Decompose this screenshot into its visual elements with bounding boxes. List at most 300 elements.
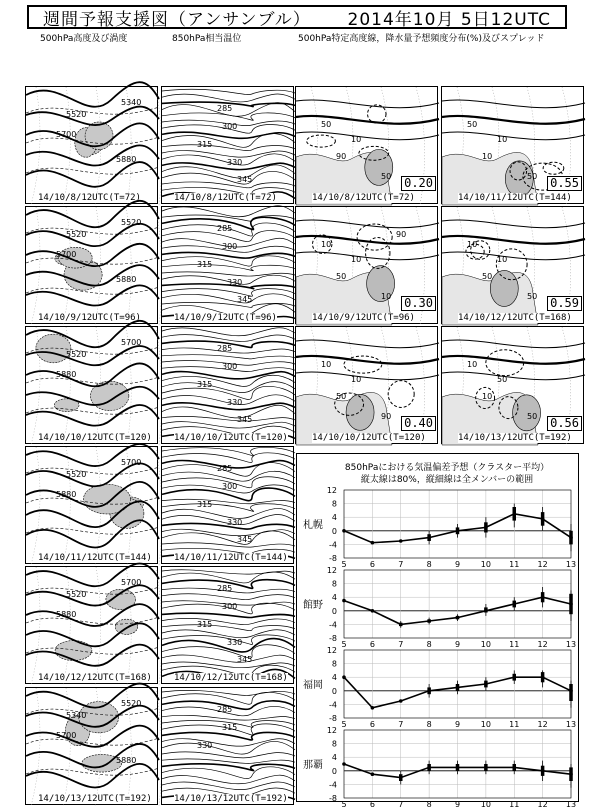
station-chart xyxy=(303,566,576,649)
x-tick-label: 12 xyxy=(537,720,548,729)
station-chart xyxy=(303,486,576,569)
theta-contour xyxy=(162,182,295,188)
theta850-map-svg xyxy=(162,688,295,806)
theta-label: 330 xyxy=(227,278,243,287)
vorticity-contour xyxy=(26,377,159,384)
theta850-map-panel xyxy=(161,446,294,564)
theta-contour xyxy=(162,294,295,303)
cluster-mean-point xyxy=(484,609,488,613)
precip-map-panel xyxy=(295,326,438,444)
frequency-label: 10 xyxy=(467,360,478,369)
z500-map-caption: 14/10/12/12UTC(T=168) xyxy=(38,673,152,683)
cluster-mean-point xyxy=(371,541,375,545)
height-label: 5880 xyxy=(56,490,77,499)
theta-label: 315 xyxy=(197,140,213,149)
cluster-mean-point xyxy=(484,682,488,686)
graticule-line xyxy=(63,567,70,685)
header-precip: 500hPa特定高度線，降水量予想頻度分布(%)及びスプレッド xyxy=(298,34,545,44)
precip-map-panel xyxy=(441,326,584,444)
cluster-mean-point xyxy=(342,762,346,766)
cluster-mean-point xyxy=(484,766,488,770)
height-label: 5700 xyxy=(121,578,142,587)
cluster-mean-point xyxy=(342,599,346,603)
theta-contour xyxy=(162,375,295,386)
specific-height-line xyxy=(296,252,439,260)
x-tick-label: 8 xyxy=(426,560,432,569)
spread-value: 0.40 xyxy=(401,416,436,431)
x-tick-label: 13 xyxy=(565,800,577,808)
z500-map-panel xyxy=(25,206,158,324)
x-tick-label: 5 xyxy=(341,800,347,808)
theta-contour xyxy=(162,256,295,266)
chart-title: 850hPaにおける気温偏差予想（クラスター平均） xyxy=(344,463,550,473)
theta-label: 285 xyxy=(217,705,233,714)
graticule-line xyxy=(31,447,40,565)
theta-label: 300 xyxy=(222,362,238,371)
y-tick-label: -8 xyxy=(329,634,337,643)
theta-contour xyxy=(162,692,295,704)
x-tick-label: 11 xyxy=(509,720,520,729)
precip-frequency-contour xyxy=(543,162,564,174)
specific-height-line xyxy=(296,340,439,348)
precip-frequency-contour xyxy=(388,381,414,408)
specific-height-line xyxy=(442,236,585,244)
height-label: 5700 xyxy=(56,130,77,139)
theta-contour xyxy=(162,504,295,512)
x-tick-label: 13 xyxy=(565,720,577,729)
frequency-label: 10 xyxy=(467,240,478,249)
theta-map-caption: 14/10/13/12UTC(T=192) xyxy=(174,794,288,804)
y-tick-label: 8 xyxy=(331,579,337,589)
z500-map-svg xyxy=(26,327,159,445)
theta-contour xyxy=(162,355,295,359)
height-label: 5520 xyxy=(66,350,87,359)
z500-map-panel xyxy=(25,687,158,805)
spread-value: 0.59 xyxy=(547,296,582,311)
cluster-mean-point xyxy=(399,623,403,627)
x-tick-label: 9 xyxy=(454,560,461,569)
theta-label: 300 xyxy=(222,242,238,251)
page-title xyxy=(27,5,567,29)
precip-map-caption: 14/10/8/12UTC(T=72) xyxy=(312,193,415,203)
precip-map-caption: 14/10/9/12UTC(T=96) xyxy=(312,313,415,323)
cluster-mean-point xyxy=(541,769,545,773)
station-name: 那覇 xyxy=(303,760,323,771)
x-tick-label: 8 xyxy=(426,800,432,808)
theta850-map-panel xyxy=(161,86,294,204)
cluster-mean-point xyxy=(512,766,516,770)
cluster-mean-point xyxy=(569,689,573,693)
theta850-map-svg xyxy=(162,567,295,685)
frequency-label: 10 xyxy=(497,135,508,144)
y-tick-label: 12 xyxy=(326,566,337,575)
z500-map-panel xyxy=(25,86,158,204)
graticule-line xyxy=(63,447,70,565)
theta-contour xyxy=(162,113,295,121)
precip-frequency-contour xyxy=(368,105,386,123)
specific-height-line xyxy=(442,252,585,260)
theta-label: 300 xyxy=(222,602,238,611)
specific-height-line xyxy=(296,116,439,124)
z500-map-caption: 14/10/13/12UTC(T=192) xyxy=(38,794,152,804)
cluster-mean-point xyxy=(427,536,431,540)
theta-contour xyxy=(162,132,295,138)
vorticity-area xyxy=(115,619,137,634)
cluster-mean-point xyxy=(427,766,431,770)
precip-frequency-area xyxy=(346,394,374,430)
y-tick-label: -4 xyxy=(329,700,337,710)
x-tick-label: 10 xyxy=(480,560,491,569)
theta-contour xyxy=(162,335,295,342)
height-label: 5520 xyxy=(121,218,142,227)
height-label: 5880 xyxy=(56,610,77,619)
height-contour xyxy=(26,645,159,666)
cluster-mean-point xyxy=(456,686,460,690)
temperature-chart-svg xyxy=(297,454,580,808)
frequency-label: 10 xyxy=(482,152,493,161)
theta-label: 285 xyxy=(217,344,233,353)
cluster-mean-point xyxy=(541,595,545,599)
graticule-line xyxy=(31,87,40,205)
cluster-mean-point xyxy=(342,529,346,533)
specific-height-line xyxy=(442,340,585,348)
z500-map-svg xyxy=(26,447,159,565)
theta-label: 330 xyxy=(227,398,243,407)
theta-label: 315 xyxy=(197,500,213,509)
cluster-mean-point xyxy=(512,675,516,679)
header-z500: 500hPa高度及び渦度 xyxy=(40,34,128,44)
cluster-mean-point xyxy=(399,539,403,543)
height-contour xyxy=(26,520,159,547)
x-tick-label: 13 xyxy=(565,560,577,569)
x-tick-label: 9 xyxy=(454,800,461,808)
x-tick-label: 8 xyxy=(426,720,432,729)
frequency-label: 90 xyxy=(381,412,392,421)
specific-height-line xyxy=(442,132,585,140)
z500-map-svg xyxy=(26,688,159,806)
specific-height-line xyxy=(442,100,585,108)
theta-contour xyxy=(162,752,295,758)
graticule-line xyxy=(31,688,40,806)
frequency-label: 50 xyxy=(321,120,332,129)
theta-contour xyxy=(162,508,295,518)
cluster-mean-point xyxy=(371,609,375,613)
precip-frequency-area xyxy=(490,270,518,306)
z500-map-caption: 14/10/11/12UTC(T=144) xyxy=(38,553,152,563)
x-tick-label: 12 xyxy=(537,800,548,808)
height-label: 5880 xyxy=(56,370,77,379)
y-tick-label: -8 xyxy=(329,794,337,803)
theta-label: 300 xyxy=(222,122,238,131)
theta-contour xyxy=(162,739,295,746)
height-label: 5880 xyxy=(116,756,137,765)
theta-contour xyxy=(162,302,295,307)
x-tick-label: 12 xyxy=(537,560,548,569)
theta-label: 345 xyxy=(237,535,253,544)
height-label: 5520 xyxy=(66,110,87,119)
theta-map-caption: 14/10/12/12UTC(T=168) xyxy=(174,673,288,683)
height-contour xyxy=(26,107,159,126)
cluster-mean-point xyxy=(569,602,573,606)
cluster-mean-point xyxy=(541,517,545,521)
y-tick-label: 12 xyxy=(326,646,337,655)
theta-contour xyxy=(162,89,295,94)
x-tick-label: 6 xyxy=(369,640,375,649)
cluster-mean-point xyxy=(512,512,516,516)
cluster-mean-point xyxy=(427,619,431,623)
station-chart xyxy=(303,646,576,729)
z500-map-panel xyxy=(25,446,158,564)
theta-label: 285 xyxy=(217,104,233,113)
x-tick-label: 7 xyxy=(398,720,404,729)
theta-label: 315 xyxy=(197,260,213,269)
theta-contour xyxy=(162,715,295,720)
theta-label: 285 xyxy=(217,224,233,233)
height-label: 5340 xyxy=(121,98,142,107)
theta-contour xyxy=(162,759,295,764)
height-label: 5700 xyxy=(121,458,142,467)
height-label: 5340 xyxy=(66,711,87,720)
height-label: 5700 xyxy=(56,731,77,740)
vorticity-contour xyxy=(26,407,159,414)
z500-map-svg xyxy=(26,567,159,685)
specific-height-line xyxy=(296,132,439,140)
theta850-map-panel xyxy=(161,566,294,684)
theta-map-caption: 14/10/9/12UTC(T=96) xyxy=(174,313,277,323)
x-tick-label: 6 xyxy=(369,720,375,729)
frequency-label: 10 xyxy=(351,375,362,384)
theta850-map-svg xyxy=(162,207,295,325)
cluster-mean-point xyxy=(399,699,403,703)
cluster-mean-point xyxy=(512,602,516,606)
theta850-map-panel xyxy=(161,326,294,444)
height-label: 5520 xyxy=(66,230,87,239)
y-tick-label: 8 xyxy=(331,499,337,509)
vorticity-contour xyxy=(26,647,159,654)
y-tick-label: 8 xyxy=(331,659,337,669)
cluster-mean-point xyxy=(427,689,431,693)
theta-contour xyxy=(162,447,295,456)
theta-contour xyxy=(162,655,295,662)
precip-map-panel xyxy=(295,206,438,324)
frequency-label: 50 xyxy=(336,392,347,401)
specific-height-line xyxy=(442,116,585,124)
x-tick-label: 11 xyxy=(509,640,520,649)
x-tick-label: 11 xyxy=(509,560,520,569)
theta-label: 345 xyxy=(237,415,253,424)
graticule-line xyxy=(63,688,70,806)
y-tick-label: 12 xyxy=(326,726,337,735)
precip-map-caption: 14/10/13/12UTC(T=192) xyxy=(458,433,572,443)
theta-label: 285 xyxy=(217,464,233,473)
frequency-label: 10 xyxy=(381,292,392,301)
x-tick-label: 10 xyxy=(480,720,491,729)
y-tick-label: -8 xyxy=(329,714,337,723)
theta-map-caption: 14/10/11/12UTC(T=144) xyxy=(174,553,288,563)
cluster-mean-point xyxy=(569,772,573,776)
specific-height-line xyxy=(296,100,439,108)
spread-value: 0.30 xyxy=(401,296,436,311)
height-label: 5520 xyxy=(66,470,87,479)
theta-label: 345 xyxy=(237,295,253,304)
frequency-label: 50 xyxy=(497,375,508,384)
x-tick-label: 10 xyxy=(480,640,491,649)
specific-height-line xyxy=(296,356,439,364)
y-tick-label: 8 xyxy=(331,739,337,749)
theta-label: 330 xyxy=(227,158,243,167)
height-label: 5700 xyxy=(56,250,77,259)
theta850-map-svg xyxy=(162,327,295,445)
cluster-mean-point xyxy=(541,675,545,679)
theta850-map-svg xyxy=(162,447,295,565)
z500-map-svg xyxy=(26,87,159,205)
vorticity-contour xyxy=(26,587,159,594)
theta850-map-panel xyxy=(161,687,294,805)
y-tick-label: -4 xyxy=(329,780,337,790)
frequency-label: 50 xyxy=(467,120,478,129)
theta-contour xyxy=(162,594,295,600)
theta-label: 315 xyxy=(222,723,238,732)
x-tick-label: 9 xyxy=(454,640,461,649)
x-tick-label: 5 xyxy=(341,560,347,569)
theta-contour xyxy=(162,531,295,545)
precip-map-panel xyxy=(441,206,584,324)
cluster-mean-point xyxy=(484,526,488,530)
precip-frequency-contour xyxy=(307,135,336,147)
x-tick-label: 12 xyxy=(537,640,548,649)
theta-label: 300 xyxy=(222,482,238,491)
x-tick-label: 5 xyxy=(341,640,347,649)
theta-contour xyxy=(162,529,295,535)
height-label: 5520 xyxy=(66,590,87,599)
theta-contour xyxy=(162,265,295,271)
header-theta850: 850hPa相当温位 xyxy=(172,34,242,44)
precip-map-caption: 14/10/10/12UTC(T=120) xyxy=(312,433,426,443)
z500-map-caption: 14/10/9/12UTC(T=96) xyxy=(38,313,141,323)
x-tick-label: 13 xyxy=(565,640,577,649)
z500-map-panel xyxy=(25,566,158,684)
cluster-mean-point xyxy=(456,529,460,533)
y-tick-label: 4 xyxy=(331,753,337,763)
specific-height-line xyxy=(442,220,585,228)
z500-map-svg xyxy=(26,207,159,325)
theta-label: 315 xyxy=(197,620,213,629)
chart-subtitle: 縦太線は80%，縦細線は全メンバーの範囲 xyxy=(360,475,534,485)
frequency-label: 10 xyxy=(482,392,493,401)
frequency-label: 50 xyxy=(381,172,392,181)
x-tick-label: 7 xyxy=(398,640,404,649)
frequency-label: 90 xyxy=(336,152,347,161)
theta-label: 330 xyxy=(227,518,243,527)
x-tick-label: 10 xyxy=(480,800,491,808)
height-label: 5880 xyxy=(116,275,137,284)
theta-contour xyxy=(162,499,295,504)
theta-map-caption: 14/10/10/12UTC(T=120) xyxy=(174,433,288,443)
cluster-mean-point xyxy=(371,706,375,710)
y-tick-label: 0 xyxy=(331,526,337,536)
theta-label: 315 xyxy=(197,380,213,389)
temperature-deviation-chart xyxy=(296,453,579,808)
spread-value: 0.56 xyxy=(547,416,582,431)
theta850-map-svg xyxy=(162,87,295,205)
theta-label: 285 xyxy=(217,584,233,593)
cluster-mean-point xyxy=(456,616,460,620)
z500-map-caption: 14/10/10/12UTC(T=120) xyxy=(38,433,152,443)
x-tick-label: 6 xyxy=(369,800,375,808)
cluster-mean-point xyxy=(342,675,346,679)
cluster-mean-point xyxy=(569,536,573,540)
frequency-label: 10 xyxy=(321,360,332,369)
height-label: 5880 xyxy=(116,155,137,164)
height-label: 5700 xyxy=(121,338,142,347)
theta850-map-panel xyxy=(161,206,294,324)
theta-contour xyxy=(162,145,295,151)
height-label: 5520 xyxy=(121,699,142,708)
theta-contour xyxy=(162,618,295,624)
theta-label: 330 xyxy=(227,638,243,647)
title-main: 週間予報支援図（アンサンブル） xyxy=(43,9,311,30)
frequency-label: 50 xyxy=(336,272,347,281)
frequency-label: 10 xyxy=(321,240,332,249)
y-tick-label: 12 xyxy=(326,486,337,495)
y-tick-label: -4 xyxy=(329,620,337,630)
y-tick-label: 4 xyxy=(331,513,337,523)
x-tick-label: 7 xyxy=(398,800,404,808)
vorticity-area xyxy=(55,641,92,661)
theta-contour xyxy=(162,94,295,102)
spread-value: 0.55 xyxy=(547,176,582,191)
x-tick-label: 7 xyxy=(398,560,404,569)
specific-height-line xyxy=(296,220,439,228)
spread-value: 0.20 xyxy=(401,176,436,191)
frequency-label: 50 xyxy=(527,292,538,301)
frequency-label: 50 xyxy=(527,412,538,421)
x-tick-label: 9 xyxy=(454,720,461,729)
x-tick-label: 8 xyxy=(426,640,432,649)
y-tick-label: 4 xyxy=(331,673,337,683)
frequency-label: 10 xyxy=(497,255,508,264)
x-tick-label: 6 xyxy=(369,560,375,569)
y-tick-label: 0 xyxy=(331,686,337,696)
station-name: 館野 xyxy=(303,600,323,611)
cluster-mean-point xyxy=(399,776,403,780)
station-name: 札幌 xyxy=(303,520,323,531)
frequency-label: 90 xyxy=(396,230,407,239)
frequency-label: 10 xyxy=(351,135,362,144)
graticule-line xyxy=(31,567,40,685)
y-tick-label: 0 xyxy=(331,606,337,616)
title-date: 2014年10月 5日12UTC xyxy=(347,9,551,30)
y-tick-label: 4 xyxy=(331,593,337,603)
precip-map-panel xyxy=(441,86,584,204)
graticule-line xyxy=(31,207,40,325)
precip-map-caption: 14/10/11/12UTC(T=144) xyxy=(458,193,572,203)
theta-contour xyxy=(162,405,295,418)
specific-height-line xyxy=(296,236,439,244)
y-tick-label: 0 xyxy=(331,766,337,776)
frequency-label: 50 xyxy=(527,172,538,181)
specific-height-line xyxy=(442,372,585,380)
graticule-line xyxy=(63,87,70,205)
frequency-label: 10 xyxy=(351,255,362,264)
y-tick-label: -8 xyxy=(329,554,337,563)
cluster-mean-point xyxy=(371,772,375,776)
station-chart xyxy=(303,726,576,808)
y-tick-label: -4 xyxy=(329,540,337,550)
z500-map-caption: 14/10/8/12UTC(T=72) xyxy=(38,193,141,203)
theta-map-caption: 14/10/8/12UTC(T=72) xyxy=(174,193,277,203)
station-name: 福岡 xyxy=(303,680,323,691)
